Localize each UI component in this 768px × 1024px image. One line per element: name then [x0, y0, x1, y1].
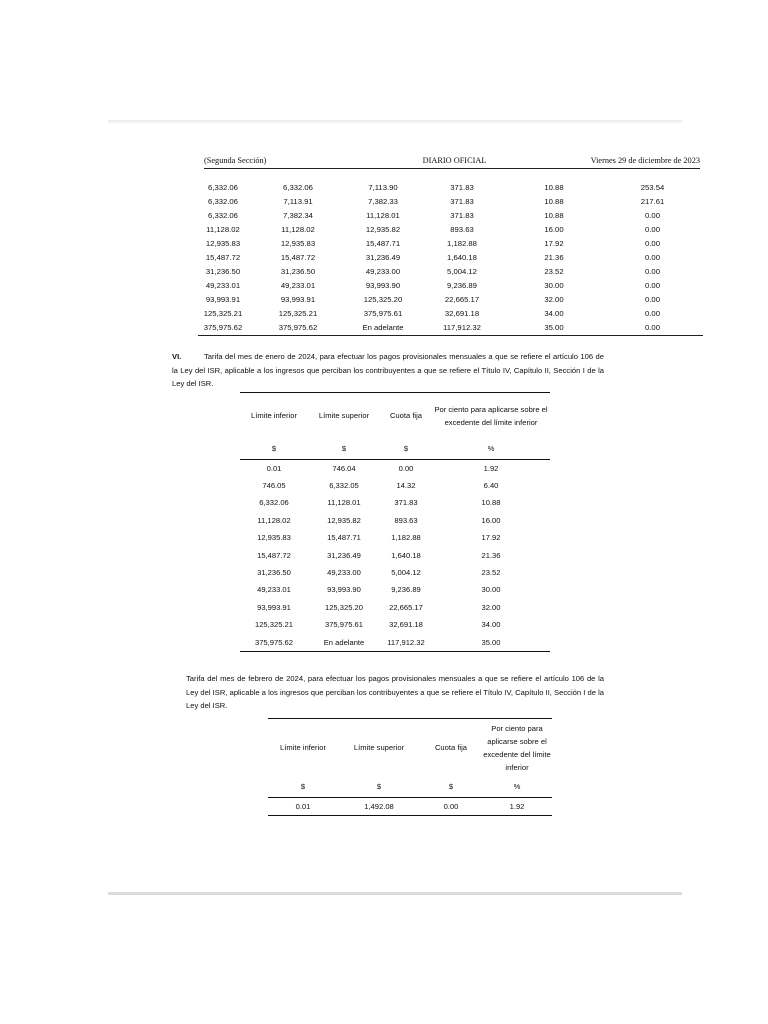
unit-cell: $: [268, 777, 338, 798]
table-cell: 125,325.20: [324, 602, 363, 612]
table-cell: 31,236.50: [257, 568, 291, 578]
table-cell: 15,487.71: [327, 533, 361, 543]
col-header-limite-inferior: Límite inferior: [268, 719, 338, 777]
table-cell: 31,236.49: [365, 253, 401, 263]
table-cell: 6,332.06: [208, 182, 238, 192]
table-row: [198, 293, 703, 307]
table-cell: 34.00: [544, 309, 564, 319]
table-row: [240, 564, 550, 581]
table-cell: 5,004.12: [391, 568, 421, 578]
table-cell: 746.04: [332, 463, 356, 473]
table-cell: 93,993.91: [280, 295, 316, 305]
section-vi-paragraph: [172, 350, 604, 391]
table-cell: 0.01: [268, 797, 338, 815]
table-cell: 49,233.01: [280, 281, 316, 291]
table-cell: 12,935.83: [205, 238, 241, 248]
table-cell: 93,993.91: [205, 295, 241, 305]
table-cell: 0.00: [645, 267, 660, 277]
table-row: [198, 265, 703, 279]
table-cell: 31,236.49: [327, 550, 361, 560]
table-cell: 15,487.71: [365, 238, 401, 248]
table-cell: 375,975.61: [324, 620, 363, 630]
table-cell: 23.52: [481, 568, 501, 578]
table-cell: 1,640.18: [447, 253, 477, 263]
table-cell: 11,128.01: [366, 210, 400, 220]
col-header-limite-inferior: Límite inferior: [240, 393, 308, 439]
table-cell: 9,236.89: [447, 281, 477, 291]
table-cell: 10.88: [544, 210, 564, 220]
table-cell: 371.83: [450, 196, 474, 206]
table-cell: 117,912.32: [418, 321, 506, 336]
table-cell: 15,487.72: [205, 253, 241, 263]
unit-cell: $: [338, 777, 420, 798]
document-page: [108, 124, 700, 892]
publication-name: DIARIO OFICIAL: [422, 156, 487, 165]
unit-cell: %: [432, 439, 550, 460]
table-cell: 15,487.72: [257, 550, 291, 560]
table-cell: 49,233.01: [257, 585, 291, 595]
table-cell: 7,113.91: [283, 196, 313, 206]
unit-cell: $: [380, 439, 432, 460]
table-cell: 30.00: [544, 281, 564, 291]
table-cell: 1.92: [483, 463, 499, 473]
table-cell: En adelante: [348, 321, 418, 336]
table-row: [198, 180, 703, 194]
table-cell: 375,975.62: [240, 633, 308, 651]
table-cell: 0.00: [420, 797, 482, 815]
table-cell: 6,332.06: [259, 498, 289, 508]
table-cell: 375,975.62: [198, 321, 248, 336]
febrero-text: Tarifa del mes de febrero de 2024, para efectuar los pagos provisionales mensuales a que se refiere el artículo 106 de la Ley del ISR, aplicable a los ingresos que perciban los contribuyentes a que se refiere el Título IV, Capítulo II, Sección I de la Ley del ISR.: [186, 674, 604, 710]
table-cell: 49,233.01: [205, 281, 241, 291]
table-cell: 0.00: [645, 281, 660, 291]
table-cell: 93,993.91: [257, 602, 291, 612]
table-row: [198, 194, 703, 208]
table-row: [198, 208, 703, 222]
table-cell: 22,665.17: [389, 602, 423, 612]
table-cell: 7,382.34: [283, 210, 313, 220]
table-cell: 7,382.33: [368, 196, 398, 206]
table-cell: 1.92: [482, 797, 552, 815]
table-cell: 6.40: [483, 481, 499, 491]
febrero-paragraph: [186, 672, 604, 713]
table-cell: 1,182.88: [391, 533, 421, 543]
table-cell: 93,993.90: [327, 585, 361, 595]
table-cell: 125,325.21: [254, 620, 293, 630]
table-cell: 125,325.20: [363, 295, 403, 305]
table-cell: 17.92: [481, 533, 501, 543]
table-cell: 16.00: [544, 224, 564, 234]
table-cell: 11,128.02: [281, 224, 315, 234]
table-cell: 0.00: [645, 309, 660, 319]
table-row: [198, 222, 703, 236]
page-header: [204, 156, 700, 169]
table-cell: 0.00: [602, 321, 703, 336]
table-cell: 375,975.62: [248, 321, 348, 336]
section-label: (Segunda Sección): [204, 156, 267, 165]
table-cell: 217.61: [640, 196, 665, 206]
unit-cell: %: [482, 777, 552, 798]
col-header-por-ciento: Por ciento para aplicarse sobre el excedente del límite inferior: [482, 719, 552, 777]
table-row: [198, 321, 703, 336]
table-cell: 371.83: [450, 182, 474, 192]
unit-cell: $: [420, 777, 482, 798]
table-cell: 31,236.50: [205, 267, 241, 277]
table-cell: 0.00: [645, 224, 660, 234]
col-header-cuota-fija: Cuota fija: [380, 393, 432, 439]
section-vi-text: Tarifa del mes de enero de 2024, para efectuar los pagos provisionales mensuales a que se refiere el artículo 106 de la Ley del ISR, aplicable a los ingresos que perciban los contribuyentes a que se refiere el Título IV, Capítulo II, Sección I de la Ley del ISR.: [172, 352, 604, 388]
table-cell: 1,182.88: [447, 238, 477, 248]
table-cell: 22,665.17: [444, 295, 480, 305]
table-cell: 125,325.21: [278, 309, 318, 319]
table-row: [198, 307, 703, 321]
table-row: [240, 494, 550, 511]
table-cell: 10.88: [544, 182, 564, 192]
unit-cell: $: [308, 439, 380, 460]
table-cell: 893.63: [394, 515, 418, 525]
table-cell: 34.00: [481, 620, 501, 630]
table-cell: 375,975.61: [363, 309, 403, 319]
table-cell: 0.01: [266, 463, 282, 473]
table-cell: 125,325.21: [203, 309, 243, 319]
section-numeral: VI.: [172, 352, 182, 361]
col-header-cuota-fija: Cuota fija: [420, 719, 482, 777]
table-cell: 0.00: [645, 238, 660, 248]
table-cell: 12,935.83: [280, 238, 316, 248]
table-row: [240, 512, 550, 529]
table-cell: 31,236.50: [280, 267, 316, 277]
table-cell: 49,233.00: [365, 267, 401, 277]
table-cell: 0.00: [645, 295, 660, 305]
table-cell: 371.83: [450, 210, 474, 220]
table-cell: 93,993.90: [365, 281, 401, 291]
publication-date: Viernes 29 de diciembre de 2023: [590, 156, 700, 165]
table-row: [240, 599, 550, 616]
enero-rate-table: [240, 392, 550, 652]
table-cell: 6,332.06: [208, 210, 238, 220]
table-cell: 23.52: [544, 267, 564, 277]
table-cell: 10.88: [544, 196, 564, 206]
table-cell: 9,236.89: [391, 585, 421, 595]
table-cell: 253.54: [640, 182, 665, 192]
table-cell: 11,128.02: [257, 515, 291, 525]
table-cell: 35.00: [432, 633, 550, 651]
table-cell: 16.00: [481, 515, 501, 525]
table-cell: 32.00: [544, 295, 564, 305]
table-cell: En adelante: [308, 633, 380, 651]
table-cell: 746.05: [262, 481, 286, 491]
table-row: [198, 236, 703, 250]
table-cell: 12,935.82: [365, 224, 401, 234]
table-cell: 1,640.18: [391, 550, 421, 560]
table-cell: 12,935.82: [327, 515, 361, 525]
table-cell: 17.92: [544, 238, 564, 248]
table-cell: 10.88: [481, 498, 501, 508]
table-cell: 371.83: [394, 498, 418, 508]
table-row: [240, 477, 550, 494]
col-header-limite-superior: Límite superior: [308, 393, 380, 439]
col-header-limite-superior: Límite superior: [338, 719, 420, 777]
table-row: [240, 459, 550, 477]
table-cell: 7,113.90: [368, 182, 398, 192]
table-cell: 893.63: [450, 224, 474, 234]
table-row: [240, 529, 550, 546]
table-cell: 6,332.06: [208, 196, 238, 206]
table-cell: 15,487.72: [280, 253, 316, 263]
table-cell: 21.36: [481, 550, 501, 560]
table-cell: 6,332.06: [283, 182, 313, 192]
table-cell: 49,233.00: [327, 568, 361, 578]
top-continued-table: [198, 180, 703, 336]
table-cell: 0.00: [398, 463, 414, 473]
col-header-por-ciento: Por ciento para aplicarse sobre el excedente del límite inferior: [432, 393, 550, 439]
table-cell: 117,912.32: [380, 633, 432, 651]
table-cell: 0.00: [645, 210, 660, 220]
table-cell: 30.00: [481, 585, 501, 595]
unit-cell: $: [240, 439, 308, 460]
table-cell: 1,492.08: [338, 797, 420, 815]
febrero-rate-table: [268, 718, 552, 816]
table-cell: 5,004.12: [447, 267, 477, 277]
table-row: [240, 616, 550, 633]
table-cell: 14.32: [396, 481, 416, 491]
table-row: [268, 797, 552, 815]
table-cell: 32.00: [481, 602, 501, 612]
table-cell: 6,332.05: [329, 481, 359, 491]
table-cell: 12,935.83: [257, 533, 291, 543]
table-cell: 32,691.18: [444, 309, 480, 319]
table-cell: 11,128.02: [206, 224, 240, 234]
table-row: [198, 279, 703, 293]
table-cell: 32,691.18: [389, 620, 423, 630]
table-row: [240, 633, 550, 651]
table-cell: 11,128.01: [327, 498, 361, 508]
table-row: [240, 581, 550, 598]
table-row: [240, 546, 550, 563]
table-cell: 21.36: [544, 253, 564, 263]
table-row: [198, 250, 703, 264]
table-cell: 0.00: [645, 253, 660, 263]
table-cell: 35.00: [506, 321, 602, 336]
